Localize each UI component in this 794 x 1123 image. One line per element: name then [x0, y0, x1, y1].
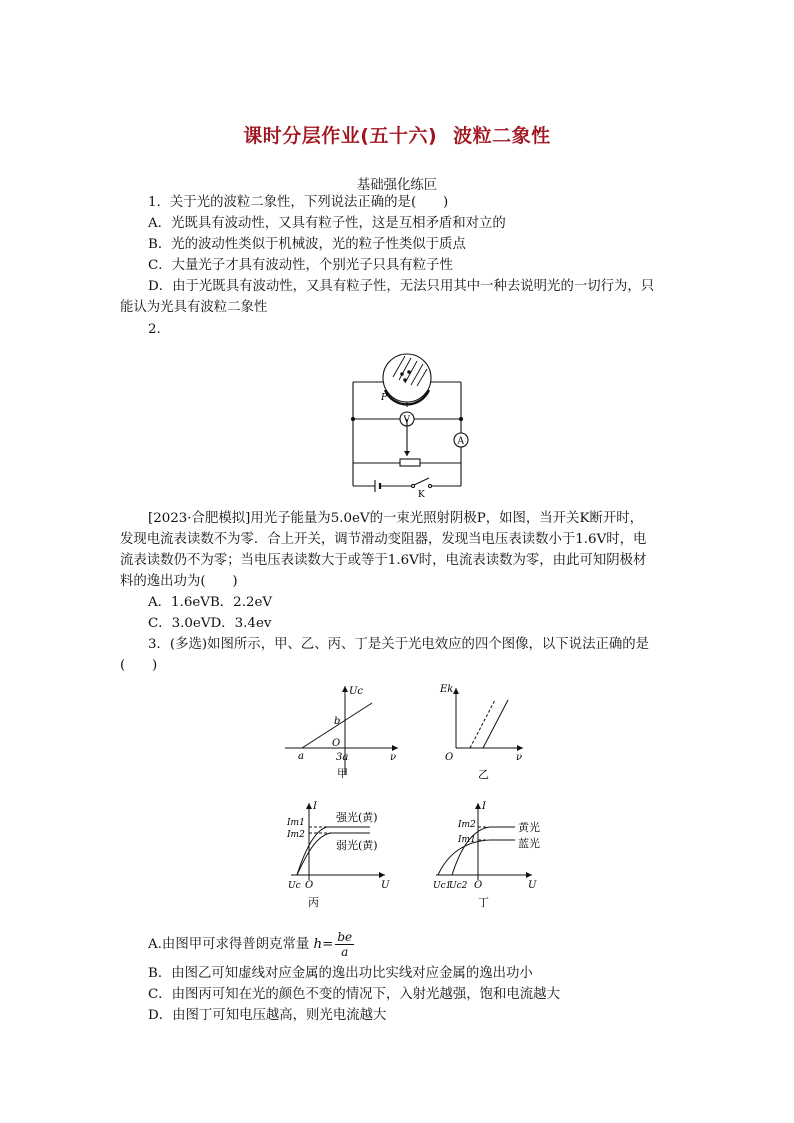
q2-options-ab: A．1.6eVB．2.2eV [148, 595, 273, 610]
ding-blue-curve [438, 840, 515, 875]
q1-stem: 1．关于光的波粒二象性，下列说法正确的是( ) [148, 195, 449, 210]
bing-strong-label: 强光(黄) [336, 811, 378, 824]
q1-option-a: A．光既具有波动性，又具有粒子性，这是互相矛盾和对立的 [148, 216, 506, 231]
yi-o: O [445, 752, 454, 763]
bing-o: O [305, 880, 314, 891]
jia-b: b [334, 716, 341, 727]
ding-uc1: Uc1 [433, 881, 452, 891]
title-topic: 波粒二象性 [453, 125, 551, 147]
q1-option-c: C．大量光子才具有波动性，个别光子只具有粒子性 [148, 258, 453, 273]
fraction-denominator: a [341, 945, 349, 959]
label-k: K [418, 490, 425, 497]
ding-uc2: Uc2 [449, 881, 468, 891]
bing-weak-label: 弱光(黄) [336, 839, 378, 852]
circuit-diagram [345, 352, 475, 497]
ding-x-label: U [528, 880, 537, 891]
ding-im2: Im2 [458, 820, 476, 830]
q3-option-a-h: h= [313, 937, 334, 952]
jia-o: O [332, 738, 341, 749]
formula-fraction [335, 930, 354, 959]
jia-caption: 甲 [337, 767, 348, 780]
q1-option-d-line1: D．由于光既具有波动性，又具有粒子性，无法只用其中一种去说明光的一切行为，只 [148, 279, 655, 294]
bing-uc: Uc [288, 881, 301, 891]
ding-caption: 丁 [478, 896, 489, 909]
section-heading: 基础强化练叵 [356, 178, 438, 193]
bing-im2: Im2 [287, 830, 305, 840]
q3-stem-line1: 3．(多选)如图所示，甲、乙、丙、丁是关于光电效应的四个图像，以下说法正确的是 [148, 637, 650, 652]
jia-x-label: ν [390, 752, 397, 763]
q2-stem-line1: [2023·合肥模拟]用光子能量为5.0eV的一束光照射阴极P，如图，当开关K断开时， [148, 511, 644, 526]
phototube [383, 354, 431, 402]
jia-3a: 3a [336, 752, 349, 763]
bing-y-label: I [313, 801, 317, 812]
ding-o: O [474, 880, 483, 891]
q3-option-c: C．由图丙可知在光的颜色不变的情况下，入射光越强，饱和电流越大 [148, 987, 560, 1002]
rheostat [400, 459, 420, 466]
label-a: A [457, 436, 464, 447]
bing-x-label: U [381, 880, 390, 891]
yi-dashed-line [470, 700, 495, 748]
graph-bing [285, 795, 395, 910]
q3-option-a [148, 930, 354, 960]
yi-caption: 乙 [478, 768, 489, 781]
ding-blue-label: 蓝光 [518, 837, 540, 850]
q3-option-a-text: A.由图甲可求得普朗克常量 [148, 937, 310, 952]
q2-stem-line2: 发现电流表读数不为零．合上开关，调节滑动变阻器，发现当电压表读数小于1.6V时，电 [120, 532, 647, 547]
jia-y-label: Uc [349, 686, 364, 697]
q2-options-cd: C．3.0eVD．3.4ev [148, 616, 272, 631]
q3-option-d: D．由图丁可知电压越高，则光电流越大 [148, 1008, 387, 1023]
yi-x-label: ν [516, 752, 523, 763]
q3-option-b: B．由图乙可知虚线对应金属的逸出功比实线对应金属的逸出功小 [148, 966, 533, 981]
label-p: P [381, 393, 388, 403]
q2-number: 2. [148, 322, 161, 337]
q1-option-b: B．光的波动性类似于机械波，光的粒子性类似于质点 [148, 237, 466, 252]
switch-k [414, 478, 429, 485]
yi-solid-line [483, 700, 508, 748]
jia-a: a [298, 751, 304, 762]
graph-jia [280, 680, 405, 780]
q3-stem-line2: ( ) [120, 658, 158, 673]
bing-caption: 丙 [308, 896, 319, 909]
q2-stem-line3: 流表读数仍不为零；当电压表读数大于或等于1.6V时，电流表读数为零，由此可知阴极材 [120, 553, 647, 568]
ding-y-label: I [482, 801, 486, 812]
graph-yi [438, 680, 538, 790]
ding-yellow-label: 黄光 [518, 821, 540, 834]
bing-im1: Im1 [287, 818, 305, 828]
yi-y-label: Ek [440, 684, 454, 695]
label-v: V [403, 415, 410, 426]
page-title [0, 121, 794, 148]
graph-ding [430, 795, 545, 910]
title-main: 课时分层作业(五十六) [243, 125, 438, 147]
q1-option-d-line2: 能认为光具有波粒二象性 [120, 300, 268, 315]
q2-stem-line4: 料的逸出功为( ) [120, 574, 238, 589]
ding-im1: Im1 [458, 835, 476, 845]
fraction-numerator: be [337, 930, 353, 944]
